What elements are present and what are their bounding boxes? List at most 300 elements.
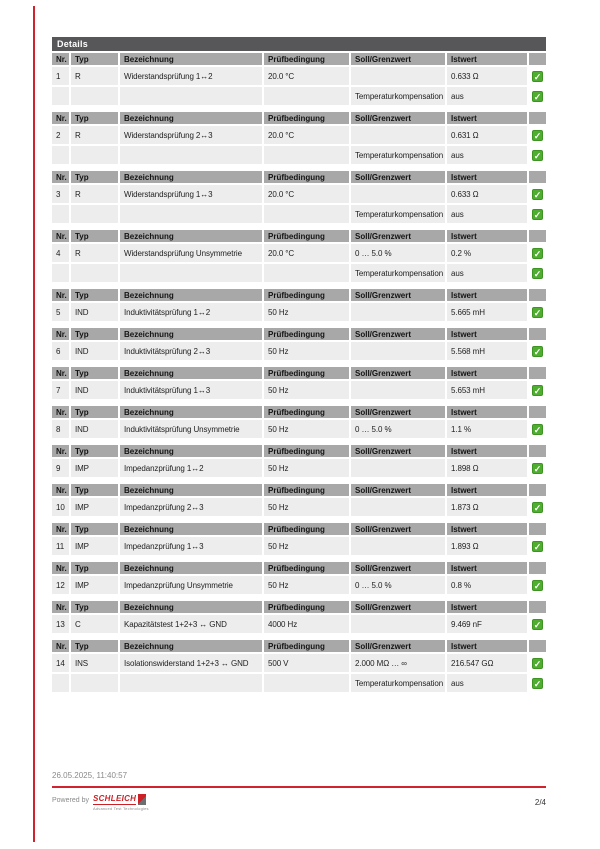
report-content [50, 37, 548, 697]
empty-cell [264, 146, 349, 164]
empty-cell [264, 205, 349, 223]
typ-cell: IMP [71, 576, 118, 594]
result-status-cell [529, 205, 546, 223]
istwert-cell: 0.631 Ω [447, 126, 527, 144]
column-header: Prüfbedingung [264, 53, 349, 65]
empty-cell [71, 146, 118, 164]
column-header: Istwert [447, 406, 527, 418]
test-row [52, 244, 546, 262]
sub-value-cell: aus [447, 146, 527, 164]
column-header-row [52, 640, 546, 652]
typ-cell: R [71, 67, 118, 85]
column-header: Typ [71, 640, 118, 652]
left-margin-accent-line [33, 6, 35, 842]
column-header: Prüfbedingung [264, 484, 349, 496]
nr-cell: 7 [52, 381, 69, 399]
column-header: Typ [71, 289, 118, 301]
bezeichnung-cell: Impedanzprüfung 1↔3 [120, 537, 262, 555]
empty-cell [52, 146, 69, 164]
column-header: Bezeichnung [120, 367, 262, 379]
column-header: Bezeichnung [120, 562, 262, 574]
nr-cell: 13 [52, 615, 69, 633]
test-row [52, 615, 546, 633]
test-row [52, 576, 546, 594]
column-header-row [52, 484, 546, 496]
empty-cell [71, 205, 118, 223]
column-header-row [52, 171, 546, 183]
nr-cell: 12 [52, 576, 69, 594]
typ-cell: IND [71, 342, 118, 360]
empty-cell [120, 674, 262, 692]
result-status-cell [529, 185, 546, 203]
column-header: Istwert [447, 171, 527, 183]
nr-cell: 5 [52, 303, 69, 321]
soll-grenzwert-cell [351, 67, 445, 85]
bezeichnung-cell: Impedanzprüfung Unsymmetrie [120, 576, 262, 594]
pruefbedingung-cell: 4000 Hz [264, 615, 349, 633]
istwert-cell: 5.653 mH [447, 381, 527, 399]
empty-cell [120, 205, 262, 223]
test-row [52, 459, 546, 477]
sub-row-temperaturkompensation [52, 146, 546, 164]
nr-cell: 4 [52, 244, 69, 262]
column-header: Soll/Grenzwert [351, 289, 445, 301]
soll-grenzwert-cell [351, 185, 445, 203]
column-header: Nr. [52, 601, 69, 613]
page-footer [52, 771, 546, 811]
column-header: Bezeichnung [120, 445, 262, 457]
column-header: Istwert [447, 367, 527, 379]
pruefbedingung-cell: 50 Hz [264, 498, 349, 516]
pruefbedingung-cell: 50 Hz [264, 420, 349, 438]
column-header: Istwert [447, 230, 527, 242]
footer-row [52, 794, 546, 811]
test-section-8 [50, 404, 548, 440]
result-status-cell [529, 67, 546, 85]
column-header: Istwert [447, 562, 527, 574]
column-header: Soll/Grenzwert [351, 562, 445, 574]
test-row [52, 420, 546, 438]
test-row [52, 498, 546, 516]
column-header: Nr. [52, 289, 69, 301]
column-header: Prüfbedingung [264, 230, 349, 242]
sub-value-cell: aus [447, 264, 527, 282]
column-header: Soll/Grenzwert [351, 328, 445, 340]
footer-divider-line [52, 786, 546, 788]
empty-cell [264, 674, 349, 692]
sub-label-cell: Temperaturkompensation [351, 674, 445, 692]
report-timestamp: 26.05.2025, 11:40:57 [52, 771, 128, 780]
column-header-row [52, 406, 546, 418]
test-section-12 [50, 560, 548, 596]
empty-cell [71, 674, 118, 692]
column-header: Nr. [52, 112, 69, 124]
pass-check-icon: ✓ [533, 464, 542, 474]
bezeichnung-cell: Induktivitätsprüfung 1↔3 [120, 381, 262, 399]
pass-check-icon: ✓ [533, 620, 542, 630]
soll-grenzwert-cell: 0 … 5.0 % [351, 244, 445, 262]
column-header: Soll/Grenzwert [351, 171, 445, 183]
typ-cell: IMP [71, 459, 118, 477]
column-header-check [529, 640, 546, 652]
nr-cell: 1 [52, 67, 69, 85]
column-header: Soll/Grenzwert [351, 484, 445, 496]
result-status-cell [529, 264, 546, 282]
pass-check-icon: ✓ [533, 92, 542, 102]
nr-cell: 8 [52, 420, 69, 438]
bezeichnung-cell: Induktivitätsprüfung Unsymmetrie [120, 420, 262, 438]
column-header-row [52, 445, 546, 457]
istwert-cell: 1.898 Ω [447, 459, 527, 477]
test-row [52, 654, 546, 672]
sub-row-temperaturkompensation [52, 674, 546, 692]
result-status-cell [529, 459, 546, 477]
column-header: Typ [71, 562, 118, 574]
column-header-row [52, 289, 546, 301]
column-header-check [529, 112, 546, 124]
column-header: Istwert [447, 484, 527, 496]
column-header: Istwert [447, 640, 527, 652]
pass-check-icon: ✓ [533, 151, 542, 161]
powered-by-label: Powered by [52, 797, 89, 804]
column-header-row [52, 562, 546, 574]
column-header-check [529, 562, 546, 574]
pass-check-icon: ✓ [533, 210, 542, 220]
column-header: Nr. [52, 406, 69, 418]
sub-value-cell: aus [447, 205, 527, 223]
result-status-cell [529, 537, 546, 555]
column-header: Istwert [447, 53, 527, 65]
test-section-13 [50, 599, 548, 635]
test-row [52, 381, 546, 399]
column-header-check [529, 53, 546, 65]
test-section-7 [50, 365, 548, 401]
column-header: Bezeichnung [120, 523, 262, 535]
typ-cell: R [71, 244, 118, 262]
soll-grenzwert-cell [351, 126, 445, 144]
sub-label-cell: Temperaturkompensation [351, 87, 445, 105]
test-section-2 [50, 110, 548, 166]
bezeichnung-cell: Isolationswiderstand 1+2+3 ↔ GND [120, 654, 262, 672]
details-section-title: Details [52, 37, 546, 51]
column-header-row [52, 328, 546, 340]
nr-cell: 9 [52, 459, 69, 477]
pruefbedingung-cell: 50 Hz [264, 381, 349, 399]
column-header: Nr. [52, 484, 69, 496]
column-header-check [529, 406, 546, 418]
empty-cell [52, 87, 69, 105]
column-header: Typ [71, 171, 118, 183]
typ-cell: R [71, 185, 118, 203]
column-header: Soll/Grenzwert [351, 230, 445, 242]
column-header-check [529, 601, 546, 613]
result-status-cell [529, 342, 546, 360]
column-header-row [52, 230, 546, 242]
test-row [52, 185, 546, 203]
empty-cell [71, 87, 118, 105]
pass-check-icon: ✓ [533, 131, 542, 141]
column-header: Typ [71, 445, 118, 457]
typ-cell: IMP [71, 537, 118, 555]
test-results-table [50, 51, 548, 694]
column-header-check [529, 328, 546, 340]
result-status-cell [529, 654, 546, 672]
column-header-row [52, 367, 546, 379]
soll-grenzwert-cell [351, 537, 445, 555]
column-header: Soll/Grenzwert [351, 640, 445, 652]
result-status-cell [529, 146, 546, 164]
test-row [52, 126, 546, 144]
column-header: Istwert [447, 112, 527, 124]
result-status-cell [529, 420, 546, 438]
test-section-10 [50, 482, 548, 518]
pruefbedingung-cell: 50 Hz [264, 576, 349, 594]
nr-cell: 14 [52, 654, 69, 672]
column-header-check [529, 523, 546, 535]
column-header: Typ [71, 601, 118, 613]
test-section-5 [50, 287, 548, 323]
column-header: Typ [71, 328, 118, 340]
column-header: Prüfbedingung [264, 112, 349, 124]
typ-cell: IMP [71, 498, 118, 516]
column-header: Typ [71, 406, 118, 418]
column-header: Bezeichnung [120, 230, 262, 242]
result-status-cell [529, 576, 546, 594]
istwert-cell: 0.633 Ω [447, 185, 527, 203]
soll-grenzwert-cell: 0 … 5.0 % [351, 420, 445, 438]
schleich-logo-top [93, 794, 149, 805]
pruefbedingung-cell: 20.0 °C [264, 126, 349, 144]
column-header-check [529, 289, 546, 301]
column-header: Bezeichnung [120, 601, 262, 613]
test-section-4 [50, 228, 548, 284]
result-status-cell [529, 126, 546, 144]
soll-grenzwert-cell [351, 459, 445, 477]
soll-grenzwert-cell [351, 498, 445, 516]
empty-cell [52, 674, 69, 692]
sub-label-cell: Temperaturkompensation [351, 146, 445, 164]
column-header: Prüfbedingung [264, 601, 349, 613]
typ-cell: IND [71, 303, 118, 321]
pruefbedingung-cell: 50 Hz [264, 537, 349, 555]
pruefbedingung-cell: 50 Hz [264, 459, 349, 477]
test-section-3 [50, 169, 548, 225]
soll-grenzwert-cell [351, 615, 445, 633]
pass-check-icon: ✓ [533, 542, 542, 552]
istwert-cell: 5.568 mH [447, 342, 527, 360]
column-header: Nr. [52, 445, 69, 457]
sub-label-cell: Temperaturkompensation [351, 205, 445, 223]
sub-row-temperaturkompensation [52, 264, 546, 282]
pruefbedingung-cell: 20.0 °C [264, 67, 349, 85]
column-header: Istwert [447, 289, 527, 301]
column-header: Nr. [52, 640, 69, 652]
empty-cell [264, 264, 349, 282]
typ-cell: IND [71, 420, 118, 438]
soll-grenzwert-cell [351, 381, 445, 399]
sub-row-temperaturkompensation [52, 87, 546, 105]
column-header: Prüfbedingung [264, 445, 349, 457]
nr-cell: 10 [52, 498, 69, 516]
column-header: Prüfbedingung [264, 406, 349, 418]
column-header: Prüfbedingung [264, 289, 349, 301]
bezeichnung-cell: Induktivitätsprüfung 2↔3 [120, 342, 262, 360]
nr-cell: 6 [52, 342, 69, 360]
istwert-cell: 0.633 Ω [447, 67, 527, 85]
result-status-cell [529, 244, 546, 262]
column-header: Bezeichnung [120, 171, 262, 183]
typ-cell: R [71, 126, 118, 144]
schleich-logo-text: SCHLEICH [92, 794, 137, 803]
column-header: Prüfbedingung [264, 328, 349, 340]
istwert-cell: 1.873 Ω [447, 498, 527, 516]
column-header: Bezeichnung [120, 289, 262, 301]
soll-grenzwert-cell: 0 … 5.0 % [351, 576, 445, 594]
column-header: Prüfbedingung [264, 367, 349, 379]
page-number: 2/4 [534, 798, 546, 807]
istwert-cell: 1.1 % [447, 420, 527, 438]
column-header: Nr. [52, 230, 69, 242]
test-row [52, 342, 546, 360]
test-section-6 [50, 326, 548, 362]
empty-cell [71, 264, 118, 282]
column-header: Bezeichnung [120, 406, 262, 418]
empty-cell [52, 264, 69, 282]
pruefbedingung-cell: 20.0 °C [264, 185, 349, 203]
powered-by-logo [52, 794, 149, 811]
result-status-cell [529, 674, 546, 692]
column-header: Istwert [447, 523, 527, 535]
column-header: Soll/Grenzwert [351, 601, 445, 613]
column-header: Istwert [447, 601, 527, 613]
pass-check-icon: ✓ [533, 249, 542, 259]
column-header: Typ [71, 523, 118, 535]
pass-check-icon: ✓ [533, 347, 542, 357]
result-status-cell [529, 87, 546, 105]
schleich-logo [93, 794, 149, 811]
column-header: Nr. [52, 171, 69, 183]
result-status-cell [529, 498, 546, 516]
bezeichnung-cell: Widerstandsprüfung Unsymmetrie [120, 244, 262, 262]
nr-cell: 2 [52, 126, 69, 144]
istwert-cell: 0.2 % [447, 244, 527, 262]
test-section-14 [50, 638, 548, 694]
result-status-cell [529, 381, 546, 399]
bezeichnung-cell: Widerstandsprüfung 1↔3 [120, 185, 262, 203]
test-section-1 [50, 51, 548, 107]
bezeichnung-cell: Widerstandsprüfung 2↔3 [120, 126, 262, 144]
column-header: Bezeichnung [120, 484, 262, 496]
pass-check-icon: ✓ [533, 308, 542, 318]
nr-cell: 3 [52, 185, 69, 203]
column-header: Nr. [52, 523, 69, 535]
soll-grenzwert-cell: 2.000 MΩ … ∞ [351, 654, 445, 672]
column-header-check [529, 230, 546, 242]
pruefbedingung-cell: 500 V [264, 654, 349, 672]
column-header: Bezeichnung [120, 112, 262, 124]
sub-value-cell: aus [447, 87, 527, 105]
pass-check-icon: ✓ [533, 190, 542, 200]
sub-label-cell: Temperaturkompensation [351, 264, 445, 282]
column-header: Prüfbedingung [264, 523, 349, 535]
schleich-logo-tagline: Advanced Test Technologies [92, 806, 149, 811]
column-header: Soll/Grenzwert [351, 523, 445, 535]
pass-check-icon: ✓ [533, 581, 542, 591]
column-header-row [52, 523, 546, 535]
column-header-check [529, 367, 546, 379]
column-header: Nr. [52, 328, 69, 340]
column-header: Typ [71, 367, 118, 379]
empty-cell [52, 205, 69, 223]
column-header: Typ [71, 484, 118, 496]
pass-check-icon: ✓ [533, 425, 542, 435]
column-header-check [529, 445, 546, 457]
column-header: Soll/Grenzwert [351, 112, 445, 124]
column-header: Nr. [52, 53, 69, 65]
nr-cell: 11 [52, 537, 69, 555]
pass-check-icon: ✓ [533, 269, 542, 279]
column-header: Prüfbedingung [264, 171, 349, 183]
column-header-row [52, 601, 546, 613]
istwert-cell: 216.547 GΩ [447, 654, 527, 672]
result-status-cell [529, 615, 546, 633]
column-header: Istwert [447, 445, 527, 457]
bezeichnung-cell: Impedanzprüfung 2↔3 [120, 498, 262, 516]
column-header: Soll/Grenzwert [351, 406, 445, 418]
column-header: Soll/Grenzwert [351, 445, 445, 457]
test-row [52, 303, 546, 321]
column-header: Typ [71, 53, 118, 65]
column-header-check [529, 484, 546, 496]
sub-row-temperaturkompensation [52, 205, 546, 223]
column-header-row [52, 112, 546, 124]
soll-grenzwert-cell [351, 342, 445, 360]
column-header-row [52, 53, 546, 65]
typ-cell: IND [71, 381, 118, 399]
pruefbedingung-cell: 20.0 °C [264, 244, 349, 262]
column-header: Soll/Grenzwert [351, 367, 445, 379]
pass-check-icon: ✓ [533, 679, 542, 689]
column-header: Prüfbedingung [264, 640, 349, 652]
column-header: Prüfbedingung [264, 562, 349, 574]
column-header-check [529, 171, 546, 183]
column-header: Typ [71, 112, 118, 124]
pass-check-icon: ✓ [533, 386, 542, 396]
test-row [52, 537, 546, 555]
istwert-cell: 1.893 Ω [447, 537, 527, 555]
test-section-9 [50, 443, 548, 479]
column-header: Soll/Grenzwert [351, 53, 445, 65]
result-status-cell [529, 303, 546, 321]
empty-cell [120, 146, 262, 164]
pruefbedingung-cell: 50 Hz [264, 303, 349, 321]
sub-value-cell: aus [447, 674, 527, 692]
column-header: Typ [71, 230, 118, 242]
istwert-cell: 9.469 nF [447, 615, 527, 633]
pass-check-icon: ✓ [533, 659, 542, 669]
bezeichnung-cell: Widerstandsprüfung 1↔2 [120, 67, 262, 85]
column-header: Bezeichnung [120, 328, 262, 340]
test-section-11 [50, 521, 548, 557]
column-header: Bezeichnung [120, 53, 262, 65]
column-header: Istwert [447, 328, 527, 340]
bezeichnung-cell: Kapazitätstest 1+2+3 ↔ GND [120, 615, 262, 633]
column-header: Nr. [52, 562, 69, 574]
istwert-cell: 0.8 % [447, 576, 527, 594]
pass-check-icon: ✓ [533, 503, 542, 513]
istwert-cell: 5.665 mH [447, 303, 527, 321]
column-header: Nr. [52, 367, 69, 379]
